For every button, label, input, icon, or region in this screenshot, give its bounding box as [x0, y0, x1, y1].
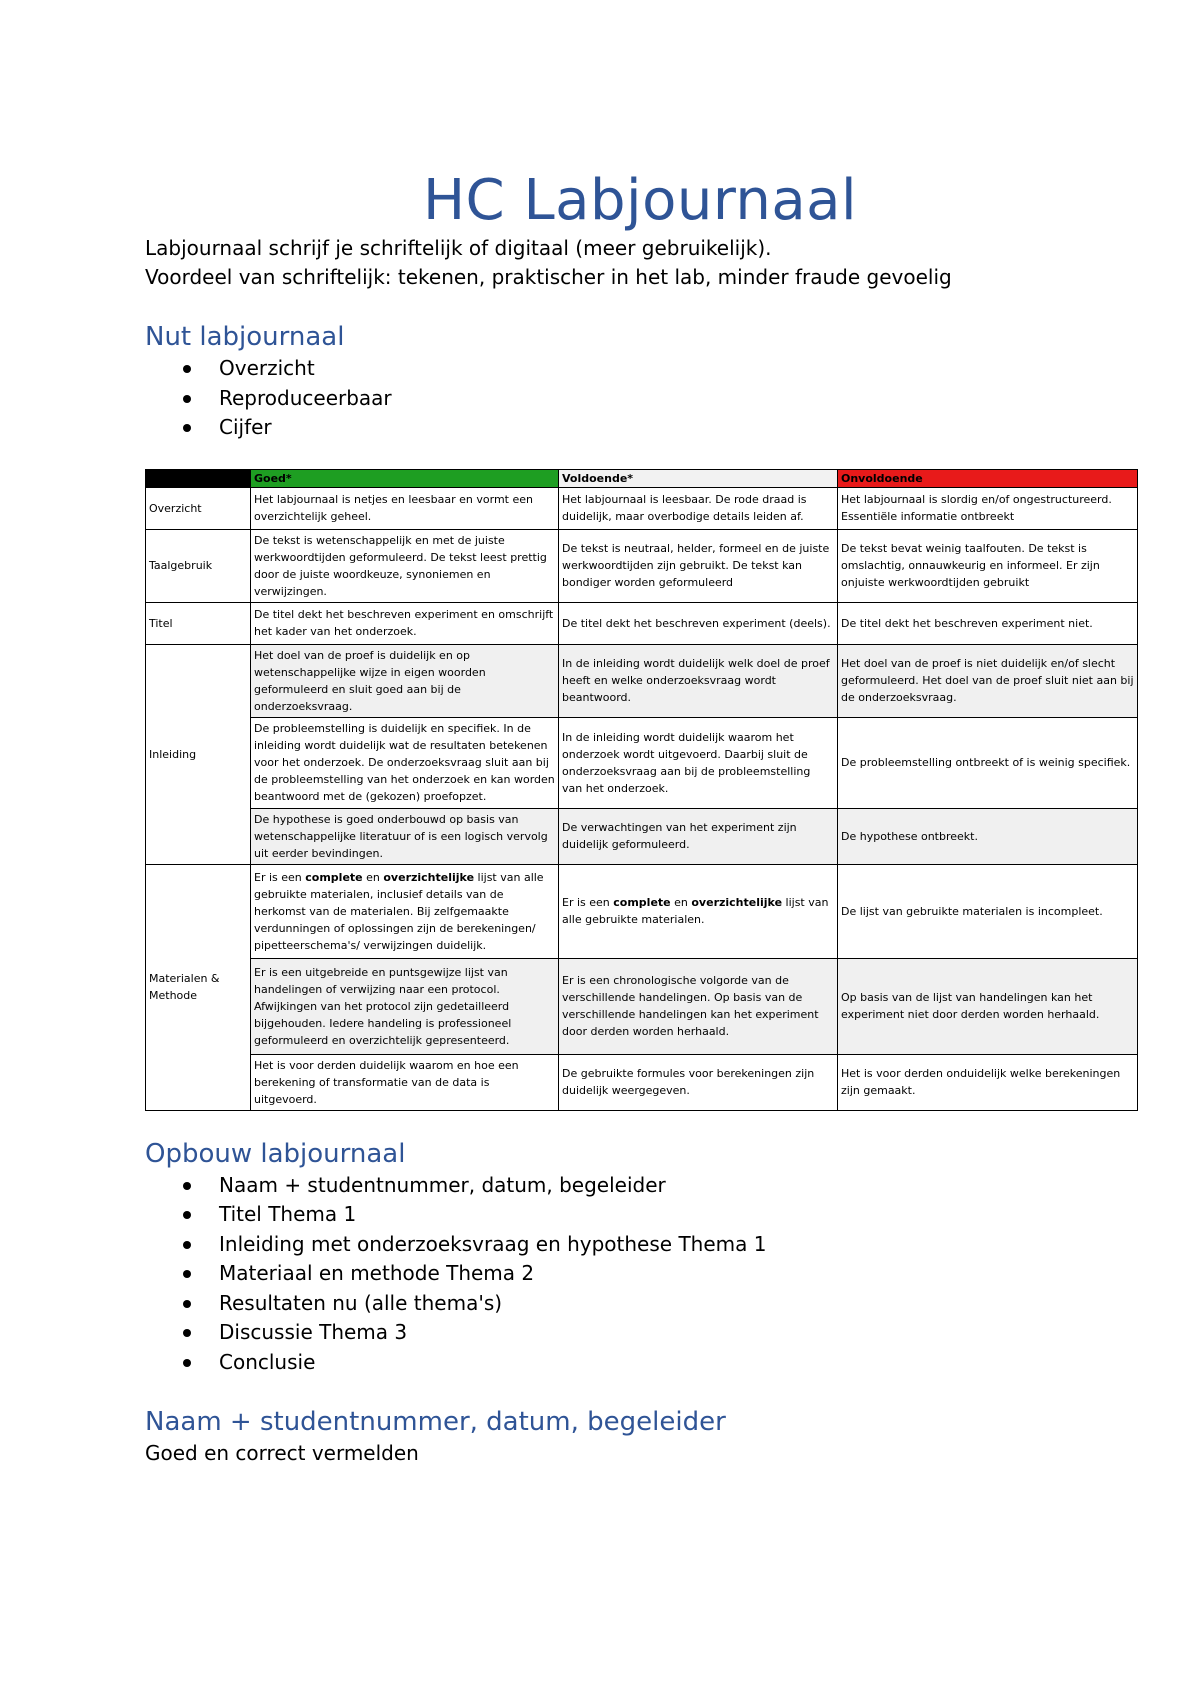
table-header-row	[146, 469, 1138, 487]
list-item: Conclusie	[183, 1348, 1135, 1378]
table-header-corner	[146, 469, 251, 487]
list-item: Reproduceerbaar	[183, 384, 1135, 414]
table-cell: De tekst is neutraal, helder, formeel en de juiste werkwoordtijden zijn gebruikt. De tekst kan bondiger worden geformuleerd	[559, 529, 838, 602]
row-category-inleiding: Inleiding	[146, 644, 251, 864]
list-item: Discussie Thema 3	[183, 1318, 1135, 1348]
document-page	[145, 0, 1135, 1468]
table-cell: Het labjournaal is netjes en leesbaar en vormt een overzichtelijk geheel.	[251, 487, 559, 529]
nut-list	[145, 354, 1135, 443]
table-cell: Er is een uitgebreide en puntsgewijze lijst van handelingen of verwijzing naar een protocol. Afwijkingen van het protocol zijn gedetailleerd bijgehouden. Iedere handeling is professioneel geformuleerd en overzichtelijk gepresenteerd.	[251, 958, 559, 1054]
intro-line-2: Voordeel van schriftelijk: tekenen, praktischer in het lab, minder fraude gevoelig	[145, 265, 952, 289]
table-cell: Het is voor derden onduidelijk welke berekeningen zijn gemaakt.	[838, 1054, 1138, 1110]
list-item: Materiaal en methode Thema 2	[183, 1259, 1135, 1289]
row-category-taalgebruik: Taalgebruik	[146, 529, 251, 602]
table-row	[146, 717, 1138, 808]
list-item: Resultaten nu (alle thema's)	[183, 1289, 1135, 1319]
list-item: Naam + studentnummer, datum, begeleider	[183, 1171, 1135, 1201]
table-cell: In de inleiding wordt duidelijk waarom het onderzoek wordt uitgevoerd. Daarbij sluit de onderzoeksvraag aan bij de probleemstelling van het onderzoek.	[559, 717, 838, 808]
table-cell: Het doel van de proef is niet duidelijk en/of slecht geformuleerd. Het doel van de proef sluit niet aan bij de onderzoeksvraag.	[838, 644, 1138, 717]
rubric-table	[145, 469, 1138, 1111]
table-cell: Het doel van de proef is duidelijk en op wetenschappelijke wijze in eigen woorden geformuleerd en sluit goed aan bij de onderzoeksvraag.	[251, 644, 559, 717]
table-cell: De probleemstelling is duidelijk en specifiek. In de inleiding wordt duidelijk wat de resultaten betekenen voor het onderzoek. De onderzoeksvraag sluit aan bij de probleemstelling van het onderzoek en kan worden beantwoord met de (gekozen) proefopzet.	[251, 717, 559, 808]
table-header-onvoldoende: Onvoldoende	[838, 469, 1138, 487]
table-cell: De tekst bevat weinig taalfouten. De tekst is omslachtig, onnauwkeurig en informeel. Er zijn onjuiste werkwoordtijden gebruikt	[838, 529, 1138, 602]
table-cell: De tekst is wetenschappelijk en met de juiste werkwoordtijden geformuleerd. De tekst leest prettig door de juiste woordkeuze, synoniemen en verwijzingen.	[251, 529, 559, 602]
table-cell: De lijst van gebruikte materialen is incompleet.	[838, 864, 1138, 958]
heading-opbouw-labjournaal: Opbouw labjournaal	[145, 1138, 406, 1169]
table-header-goed: Goed*	[251, 469, 559, 487]
heading-naam-studentnummer: Naam + studentnummer, datum, begeleider	[145, 1407, 726, 1437]
list-item: Cijfer	[183, 413, 1135, 443]
row-category-titel: Titel	[146, 602, 251, 644]
table-cell: Er is een complete en overzichtelijke lijst van alle gebruikte materialen.	[559, 864, 838, 958]
list-item: Inleiding met onderzoeksvraag en hypothese Thema 1	[183, 1230, 1135, 1260]
table-row	[146, 808, 1138, 864]
table-cell: De hypothese ontbreekt.	[838, 808, 1138, 864]
opbouw-list	[145, 1171, 1135, 1378]
table-cell: Het labjournaal is slordig en/of ongestructureerd. Essentiële informatie ontbreekt	[838, 487, 1138, 529]
row-category-overzicht: Overzicht	[146, 487, 251, 529]
intro-line-1: Labjournaal schrijf je schriftelijk of digitaal (meer gebruikelijk).	[145, 236, 772, 260]
heading-nut-labjournaal: Nut labjournaal	[145, 322, 345, 352]
table-row	[146, 1054, 1138, 1110]
row-category-materialen-methode: Materialen & Methode	[146, 864, 251, 1110]
table-row	[146, 644, 1138, 717]
list-item: Overzicht	[183, 354, 1135, 384]
table-row	[146, 487, 1138, 529]
table-cell: De titel dekt het beschreven experiment (deels).	[559, 602, 838, 644]
table-row	[146, 529, 1138, 602]
table-cell: Het labjournaal is leesbaar. De rode draad is duidelijk, maar overbodige details leiden af.	[559, 487, 838, 529]
table-cell: De hypothese is goed onderbouwd op basis van wetenschappelijke literatuur of is een logisch vervolg uit eerder bevindingen.	[251, 808, 559, 864]
table-row	[146, 958, 1138, 1054]
table-cell: Er is een complete en overzichtelijke lijst van alle gebruikte materialen, inclusief details van de herkomst van de materialen. Bij zelfgemaakte verdunningen of oplossingen zijn de berekeningen/ pipetteerschema's/ verwijzingen duidelijk.	[251, 864, 559, 958]
table-row	[146, 864, 1138, 958]
table-cell: De titel dekt het beschreven experiment niet.	[838, 602, 1138, 644]
table-cell: In de inleiding wordt duidelijk welk doel de proef heeft en welke onderzoeksvraag wordt beantwoord.	[559, 644, 838, 717]
table-header-voldoende: Voldoende*	[559, 469, 838, 487]
table-cell: De gebruikte formules voor berekeningen zijn duidelijk weergegeven.	[559, 1054, 838, 1110]
table-cell: Op basis van de lijst van handelingen kan het experiment niet door derden worden herhaald.	[838, 958, 1138, 1054]
page-title: HC Labjournaal	[422, 168, 858, 233]
table-cell: De probleemstelling ontbreekt of is weinig specifiek.	[838, 717, 1138, 808]
table-cell: De verwachtingen van het experiment zijn duidelijk geformuleerd.	[559, 808, 838, 864]
table-cell: Het is voor derden duidelijk waarom en hoe een berekening of transformatie van de data is uitgevoerd.	[251, 1054, 559, 1110]
table-row	[146, 602, 1138, 644]
naam-text: Goed en correct vermelden	[145, 1441, 419, 1465]
list-item: Titel Thema 1	[183, 1200, 1135, 1230]
table-cell: Er is een chronologische volgorde van de verschillende handelingen. Op basis van de verschillende handelingen kan het experiment door derden worden herhaald.	[559, 958, 838, 1054]
table-cell: De titel dekt het beschreven experiment en omschrijft het kader van het onderzoek.	[251, 602, 559, 644]
